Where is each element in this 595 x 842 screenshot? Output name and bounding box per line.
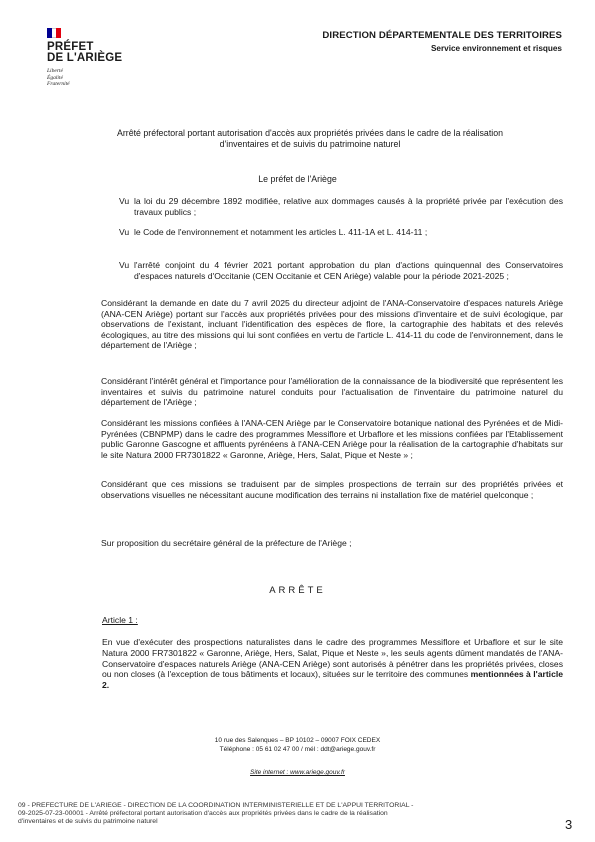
proposition: Sur proposition du secrétaire général de la préfecture de l'Ariège ; — [101, 538, 352, 548]
motto — [47, 68, 137, 88]
logo-line-1: PRÉFET — [47, 41, 94, 53]
direction-header — [322, 30, 562, 53]
stamp-line-2: 09-2025-07-23-00001 - Arrêté préfectoral portant autorisation d'accès aux propriétés privées dans le cadre de la réalisation — [18, 810, 388, 818]
arrete-heading: ARRÊTE — [269, 585, 326, 596]
stamp-line-1: 09 - PREFECTURE DE L'ARIEGE - DIRECTION DE LA COORDINATION INTERMINISTERIELLE ET DE L'APPUI TERRITORIAL - — [18, 802, 414, 809]
article-1-text — [102, 637, 563, 691]
title-line-2: d'inventaires et de suivis du patrimoine naturel — [219, 139, 401, 149]
flag-red — [56, 28, 61, 38]
vu-label-1: Vu — [119, 196, 130, 206]
registry-stamp — [18, 802, 538, 827]
article-1-bold: mentionnées à l'article 2. — [102, 669, 564, 691]
service-title: Service environnement et risques — [430, 44, 562, 53]
motto-egalite: Égalité — [47, 74, 63, 81]
considerant-3: Considérant les missions confiées à l'ANA-CEN Ariège par le Conservatoire botanique national des Pyrénées et de Midi-Pyrénées (CBNPMP) dans le cadre des programmes Messiflore et Urbaflore et les missions confiées par l'Etablissement public Garonne Gascogne et affluents pyrénéens à l'ANA-CEN Ariège pour la réalisation de la cartographie d'habitats sur le site Natura 2000 FR7301822 « Garonne, Ariège, Hers, Salat, Pique et Neste » ; — [101, 418, 563, 460]
footer-site[interactable]: Site internet : www.ariege.gouv.fr — [250, 769, 345, 776]
document-title — [60, 128, 560, 150]
article-1-body: En vue d'exécuter des prospections naturalistes dans le cadre des programmes Messiflore et Urbaflore et sur le site Natura 2000 FR7301822 « Garonne, Ariège, Hers, Salat, Pique et Neste », les seuls agents dûment mandatés de l'ANA-Conservatoire d'espaces naturels Ariège (ANA-CEN Ariège) sont autorisés à pénétrer dans les propriétés privées, closes ou non closes (à l'exception de tous bâtiments et locaux), situées sur le territoire des communes — [102, 637, 563, 680]
vu-text-1: la loi du 29 décembre 1892 modifiée, relative aux dommages causés à la propriété privée par l'exécution des travaux publics ; — [134, 196, 563, 217]
vu-label-3: Vu — [119, 260, 130, 270]
considerant-4: Considérant que ces missions se traduisent par de simples prospections de terrain sur des propriétés privées et observations visuelles ne nécessitant aucune modification des terrains ni installation fixe de matériel quelconque ; — [101, 479, 563, 500]
motto-fraternite: Fraternité — [47, 81, 70, 87]
considerant-1: Considérant la demande en date du 7 avril 2025 du directeur adjoint de l'ANA-Conservatoire d'espaces naturels Ariège (ANA-CEN Ariège) portant sur l'accès aux propriétés privées pour des missions d'inventaire et de suivi écologique, par observations de l'existant, incluant l'identification des espèces de flore, la cartographie des habitats et des relevés écologiques, au titre des missions qui lui sont confiées en vertu de l'article L. 414-11 du code de l'environnement, dans le département de l'Ariège ; — [101, 298, 563, 351]
vu-text-2: le Code de l'environnement et notamment les articles L. 411-1A et L. 414-11 ; — [134, 227, 428, 237]
marianne-flag-icon — [47, 28, 61, 38]
title-line-1: Arrêté préfectoral portant autorisation d'accès aux propriétés privées dans le cadre de la réalisation — [116, 128, 504, 138]
motto-liberte: Liberté — [47, 68, 63, 74]
considerant-2: Considérant l'intérêt général et l'importance pour l'amélioration de la connaissance de la biodiversité que représentent les inventaires et suivis du patrimoine naturel conduits pour l'actualisation de l'inventaire du patrimoine naturel du département de l'Ariège ; — [101, 376, 563, 408]
prefecture-logo — [47, 28, 137, 88]
page-number: 3 — [565, 817, 573, 832]
vu-label-2: Vu — [119, 227, 130, 237]
footer-phone: Téléphone : 05 61 02 47 00 / mél : ddt@ariege.gouv.fr — [219, 746, 376, 753]
logo-line-2: DE L'ARIÈGE — [47, 52, 123, 64]
vu-text-3: l'arrêté conjoint du 4 février 2021 portant approbation du plan d'actions quinquennal des Conservatoires d'espaces naturels d'Occitanie (CEN Occitanie et CEN Ariège) valable pour la période 2021-2025 ; — [134, 260, 563, 281]
stamp-line-3: d'inventaires et de suivis du patrimoine naturel — [18, 818, 158, 826]
prefet-heading: Le préfet de l'Ariège — [258, 174, 337, 184]
article-1-heading: Article 1 : — [102, 615, 138, 625]
footer-address: 10 rue des Salenques – BP 10102 – 09007 FOIX CEDEX — [214, 737, 381, 744]
direction-title: DIRECTION DÉPARTEMENTALE DES TERRITOIRES — [322, 30, 562, 41]
